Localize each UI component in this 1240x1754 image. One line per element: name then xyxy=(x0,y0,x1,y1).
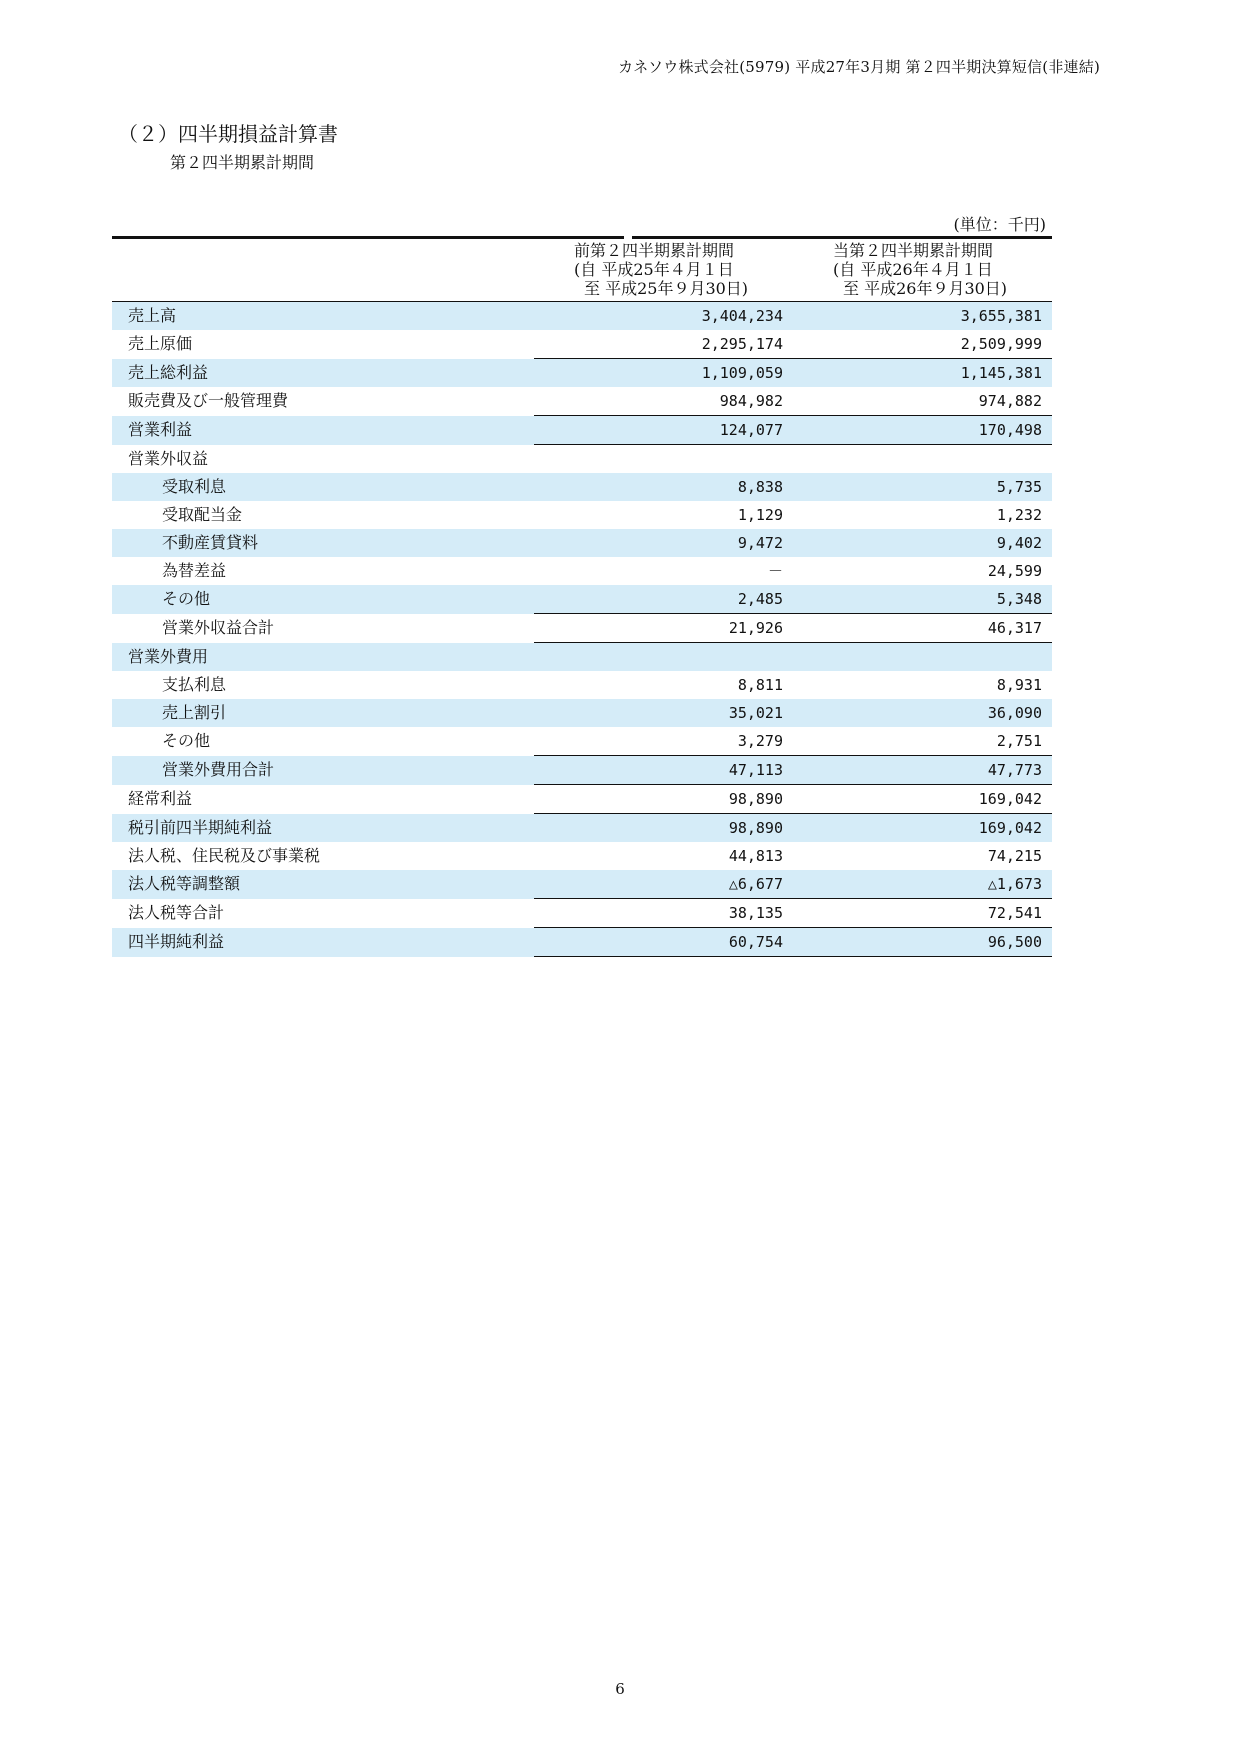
curr-value: 96,500 xyxy=(793,928,1052,957)
row-label: 営業利益 xyxy=(112,416,534,445)
curr-value: 5,735 xyxy=(793,473,1052,501)
table-row xyxy=(112,614,1052,643)
income-statement xyxy=(112,214,1052,957)
prev-value: 9,472 xyxy=(534,529,793,557)
curr-period-title: 当第２四半期累計期間 xyxy=(833,241,994,260)
curr-value: △1,673 xyxy=(793,870,1052,899)
prev-value: 35,021 xyxy=(534,699,793,727)
prev-period-title: 前第２四半期累計期間 xyxy=(574,241,735,260)
prev-value xyxy=(534,445,793,474)
row-label: 受取利息 xyxy=(112,473,534,501)
table-row xyxy=(112,473,1052,501)
prev-period-from: (自 平成25年４月１日 xyxy=(574,260,734,279)
table-row xyxy=(112,330,1052,359)
curr-value: 2,751 xyxy=(793,727,1052,756)
prev-value: 44,813 xyxy=(728,847,783,865)
row-label: 営業外収益 xyxy=(128,448,209,468)
table-row xyxy=(112,585,1052,614)
row-label: 不動産賃貸料 xyxy=(112,529,534,557)
curr-period-header xyxy=(793,239,1052,302)
prev-value: 47,113 xyxy=(534,756,793,785)
curr-value: 24,599 xyxy=(987,562,1042,580)
prev-value: － xyxy=(767,562,783,580)
curr-period-from: (自 平成26年４月１日 xyxy=(833,260,993,279)
curr-value: 74,215 xyxy=(987,847,1042,865)
table-row xyxy=(112,699,1052,727)
table-row xyxy=(112,785,1052,814)
prev-value: 8,838 xyxy=(534,473,793,501)
row-label: その他 xyxy=(112,585,534,614)
section-title: （２）四半期損益計算書 xyxy=(118,122,338,146)
prev-value: 98,890 xyxy=(534,785,793,814)
prev-value: 38,135 xyxy=(534,899,793,928)
table-body xyxy=(112,302,1052,957)
prev-value: 984,982 xyxy=(534,387,793,416)
curr-value: 8,931 xyxy=(996,676,1042,694)
curr-value: 46,317 xyxy=(793,614,1052,643)
prev-value xyxy=(534,643,793,672)
income-table xyxy=(112,239,1052,957)
row-label: 為替差益 xyxy=(162,561,227,580)
curr-value: 3,655,381 xyxy=(793,302,1052,331)
curr-value: 169,042 xyxy=(793,785,1052,814)
prev-value: 2,295,174 xyxy=(534,330,793,359)
curr-value: 47,773 xyxy=(793,756,1052,785)
table-row xyxy=(112,870,1052,899)
table-row xyxy=(112,842,1052,870)
row-label: 税引前四半期純利益 xyxy=(112,814,534,843)
curr-value: 9,402 xyxy=(793,529,1052,557)
curr-value: 36,090 xyxy=(793,699,1052,727)
row-label: 四半期純利益 xyxy=(112,928,534,957)
table-row xyxy=(112,756,1052,785)
table-row xyxy=(112,501,1052,529)
table-row xyxy=(112,643,1052,672)
row-label: 営業外費用合計 xyxy=(112,756,534,785)
row-label: その他 xyxy=(162,731,211,751)
table-row xyxy=(112,928,1052,957)
prev-value: 1,129 xyxy=(737,506,783,524)
prev-value: 60,754 xyxy=(534,928,793,957)
row-label: 営業外費用 xyxy=(112,643,534,672)
prev-value: 3,404,234 xyxy=(534,302,793,331)
row-label: 売上総利益 xyxy=(112,359,534,388)
table-row xyxy=(112,899,1052,928)
row-label: 法人税等調整額 xyxy=(112,870,534,899)
unit-label: (単位：千円) xyxy=(953,215,1046,234)
prev-value: 1,109,059 xyxy=(534,359,793,388)
curr-value: 1,232 xyxy=(996,506,1042,524)
prev-value: 2,485 xyxy=(534,585,793,614)
prev-period-to: 至 平成25年９月30日) xyxy=(584,279,749,298)
row-label: 営業外収益合計 xyxy=(162,618,275,637)
curr-value: 974,882 xyxy=(793,387,1052,416)
prev-value: 21,926 xyxy=(534,614,793,643)
table-row xyxy=(112,529,1052,557)
row-label: 売上割引 xyxy=(112,699,534,727)
table-row xyxy=(112,445,1052,474)
document-header: カネソウ株式会社(5979) 平成27年3月期 第２四半期決算短信(非連結) xyxy=(618,58,1100,76)
row-label: 法人税、住民税及び事業税 xyxy=(128,846,321,865)
prev-value: 3,279 xyxy=(534,727,793,756)
prev-value: 124,077 xyxy=(534,416,793,445)
prev-value: △6,677 xyxy=(534,870,793,899)
section-subtitle: 第２四半期累計期間 xyxy=(170,153,315,172)
curr-value: 72,541 xyxy=(793,899,1052,928)
table-row xyxy=(112,557,1052,585)
row-label: 受取配当金 xyxy=(162,505,243,524)
row-label: 経常利益 xyxy=(128,789,193,808)
curr-value: 1,145,381 xyxy=(793,359,1052,388)
prev-period-header xyxy=(534,239,793,302)
row-label: 法人税等合計 xyxy=(128,903,225,922)
curr-value xyxy=(793,643,1052,672)
table-row xyxy=(112,387,1052,416)
prev-value: 98,890 xyxy=(534,814,793,843)
curr-value: 5,348 xyxy=(793,585,1052,614)
curr-period-to: 至 平成26年９月30日) xyxy=(843,279,1008,298)
column-header-row xyxy=(112,239,1052,302)
curr-value: 2,509,999 xyxy=(793,330,1052,359)
table-row xyxy=(112,814,1052,843)
table-row xyxy=(112,416,1052,445)
page-number: 6 xyxy=(615,1680,625,1698)
label-column-header xyxy=(112,239,534,302)
table-row xyxy=(112,359,1052,388)
prev-value: 8,811 xyxy=(737,676,783,694)
row-label: 売上原価 xyxy=(128,334,193,354)
table-row xyxy=(112,727,1052,756)
row-label: 支払利息 xyxy=(162,675,227,694)
curr-value: 170,498 xyxy=(793,416,1052,445)
curr-value xyxy=(793,445,1052,474)
table-row xyxy=(112,302,1052,331)
top-rule xyxy=(112,236,1052,239)
table-row xyxy=(112,671,1052,699)
row-label: 売上高 xyxy=(112,302,534,331)
curr-value: 169,042 xyxy=(793,814,1052,843)
row-label: 販売費及び一般管理費 xyxy=(128,391,289,411)
